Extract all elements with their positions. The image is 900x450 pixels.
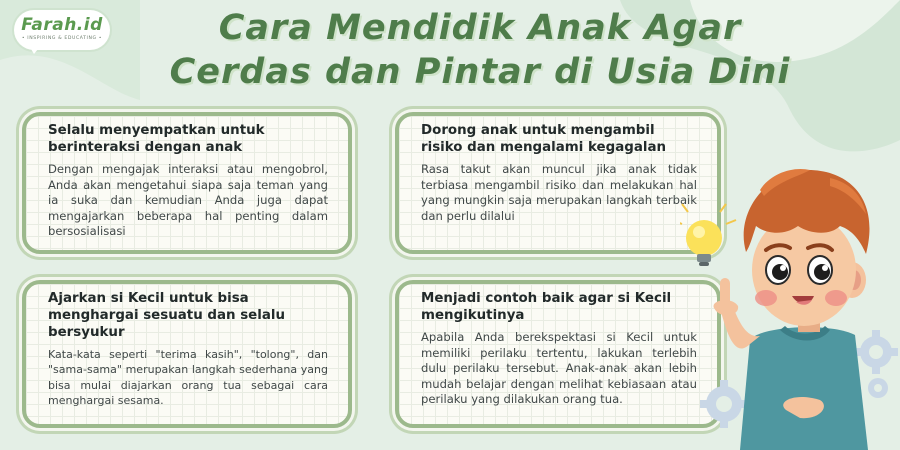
tip-card-2 bbox=[395, 112, 721, 254]
tip-body: Rasa takut akan muncul jika anak tidak terbiasa mengambil risiko dan melakukan hal yang mungkin saja merupakan langkah terbaik dan perlu dilalui bbox=[421, 162, 697, 223]
tip-card-1 bbox=[22, 112, 352, 254]
logo-tail bbox=[28, 44, 42, 54]
gear-icon bbox=[854, 330, 898, 374]
boy-illustration bbox=[680, 130, 900, 450]
tip-body: Apabila Anda berekspektasi si Kecil untuk memiliki perilaku tertentu, lakukan terlebih dulu perilaku tersebut. Anak-anak akan lebih mudah belajar dengan melihat kebiasaan atau perilaku yang dilakukan orang tua. bbox=[421, 330, 697, 407]
gear-icon bbox=[700, 380, 748, 428]
light-bulb-icon bbox=[680, 204, 736, 266]
tip-heading: Selalu menyempatkan untuk berinteraksi dengan anak bbox=[48, 123, 265, 155]
page-title-line1: Cara Mendidik Anak Agar bbox=[218, 8, 742, 48]
tip-heading: Dorong anak untuk mengambil risiko dan mengalami kegagalan bbox=[421, 123, 667, 155]
tip-card-4 bbox=[395, 280, 721, 428]
tip-heading: Menjadi contoh baik agar si Kecil mengikutinya bbox=[421, 291, 672, 323]
gear-icon bbox=[868, 378, 888, 398]
tip-card-3 bbox=[22, 280, 352, 428]
tip-heading: Ajarkan si Kecil untuk bisa menghargai sesuatu dan selalu bersyukur bbox=[48, 291, 286, 340]
brand-tagline: • INSPIRING & EDUCATING • bbox=[21, 36, 103, 41]
tip-body: Dengan mengajak interaksi atau mengobrol, Anda akan mengetahui siapa saja teman yang ia suka dan kemudian Anda juga dapat mengajarkan beberapa hal penting dalam bersosialisasi bbox=[48, 162, 328, 239]
tip-body: Kata-kata seperti "terima kasih", "tolong", dan "sama-sama" merupakan langkah sederhana yang bisa mulai diajarkan orang tua sebagai cara menghargai sesama. bbox=[48, 348, 328, 408]
brand-logo bbox=[14, 10, 110, 58]
brand-name: Farah.id bbox=[21, 15, 103, 35]
page-title-line2: Cerdas dan Pintar di Usia Dini bbox=[169, 52, 791, 92]
